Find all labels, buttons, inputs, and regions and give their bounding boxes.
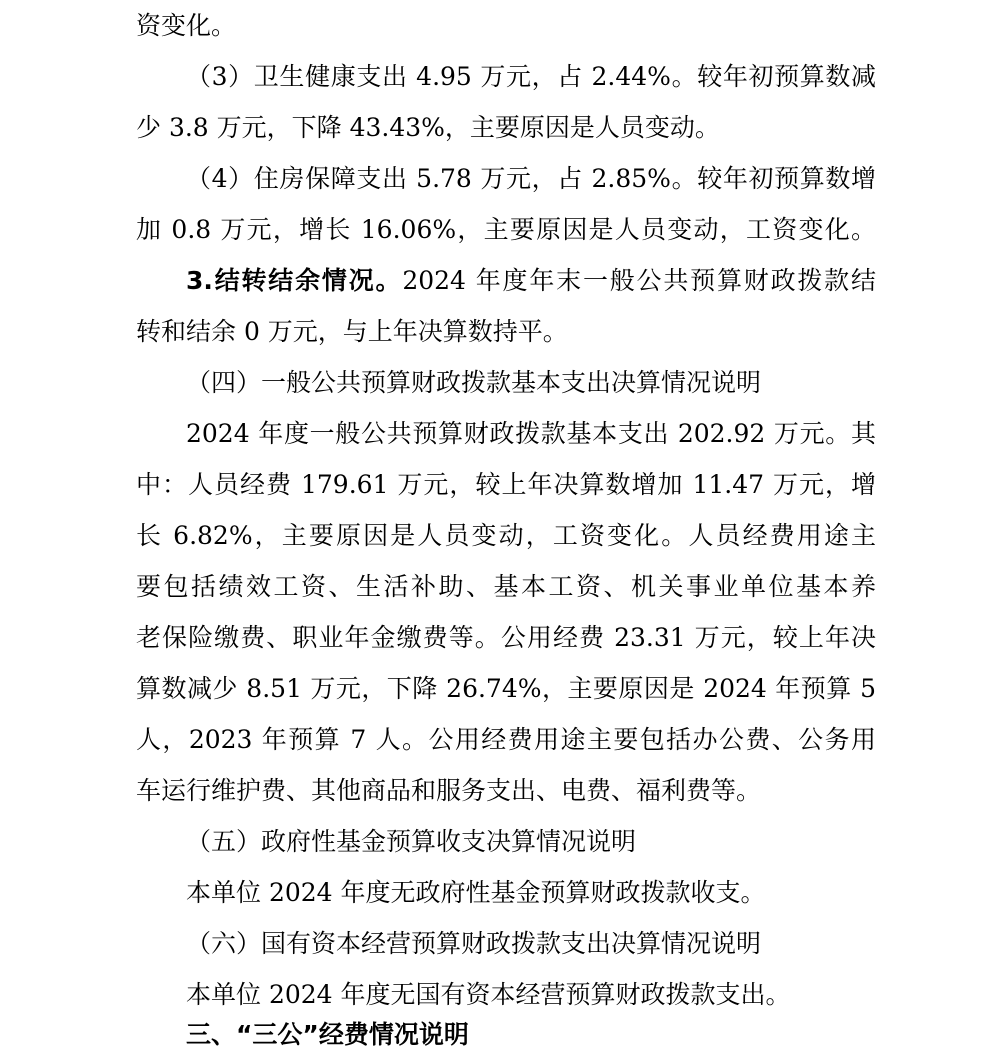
- paragraph-line: 资变化。: [136, 11, 237, 40]
- paragraph-line: 少 3.8 万元，下降 43.43%，主要原因是人员变动。: [136, 113, 720, 142]
- carryover-heading: 3.结转结余情况。: [186, 266, 403, 295]
- paragraph-line: 要包括绩效工资、生活补助、基本工资、机关事业单位基本养: [136, 572, 876, 601]
- paragraph-line: （3）卫生健康支出 4.95 万元，占 2.44%。较年初预算数减: [186, 62, 876, 91]
- carryover-text: 2024 年度年末一般公共预算财政拨款结: [402, 266, 876, 295]
- paragraph-line: 老保险缴费、职业年金缴费等。公用经费 23.31 万元，较上年决: [136, 623, 876, 652]
- section-heading: （四）一般公共预算财政拨款基本支出决算情况说明: [186, 368, 762, 397]
- section-heading: （五）政府性基金预算收支决算情况说明: [186, 827, 637, 856]
- chapter-heading: 三、“三公”经费情况说明: [186, 1020, 469, 1049]
- paragraph-line: 人，2023 年预算 7 人。公用经费用途主要包括办公费、公务用: [136, 725, 876, 754]
- paragraph-line: 2024 年度一般公共预算财政拨款基本支出 202.92 万元。其: [186, 419, 876, 448]
- paragraph-line: 加 0.8 万元，增长 16.06%，主要原因是人员变动，工资变化。: [136, 215, 876, 244]
- paragraph-line: 车运行维护费、其他商品和服务支出、电费、福利费等。: [136, 776, 762, 805]
- paragraph-line: 本单位 2024 年度无政府性基金预算财政拨款收支。: [186, 878, 766, 907]
- paragraph-line: 长 6.82%，主要原因是人员变动，工资变化。人员经费用途主: [136, 521, 876, 550]
- paragraph-line: 转和结余 0 万元，与上年决算数持平。: [136, 317, 568, 346]
- section-heading: （六）国有资本经营预算财政拨款支出决算情况说明: [186, 929, 762, 958]
- paragraph-line: （4）住房保障支出 5.78 万元，占 2.85%。较年初预算数增: [186, 164, 876, 193]
- paragraph-line: 算数减少 8.51 万元，下降 26.74%，主要原因是 2024 年预算 5: [136, 674, 876, 703]
- carryover-line: [186, 264, 876, 298]
- paragraph-line: 本单位 2024 年度无国有资本经营预算财政拨款支出。: [186, 980, 791, 1009]
- paragraph-line: 中：人员经费 179.61 万元，较上年决算数增加 11.47 万元，增: [136, 470, 876, 499]
